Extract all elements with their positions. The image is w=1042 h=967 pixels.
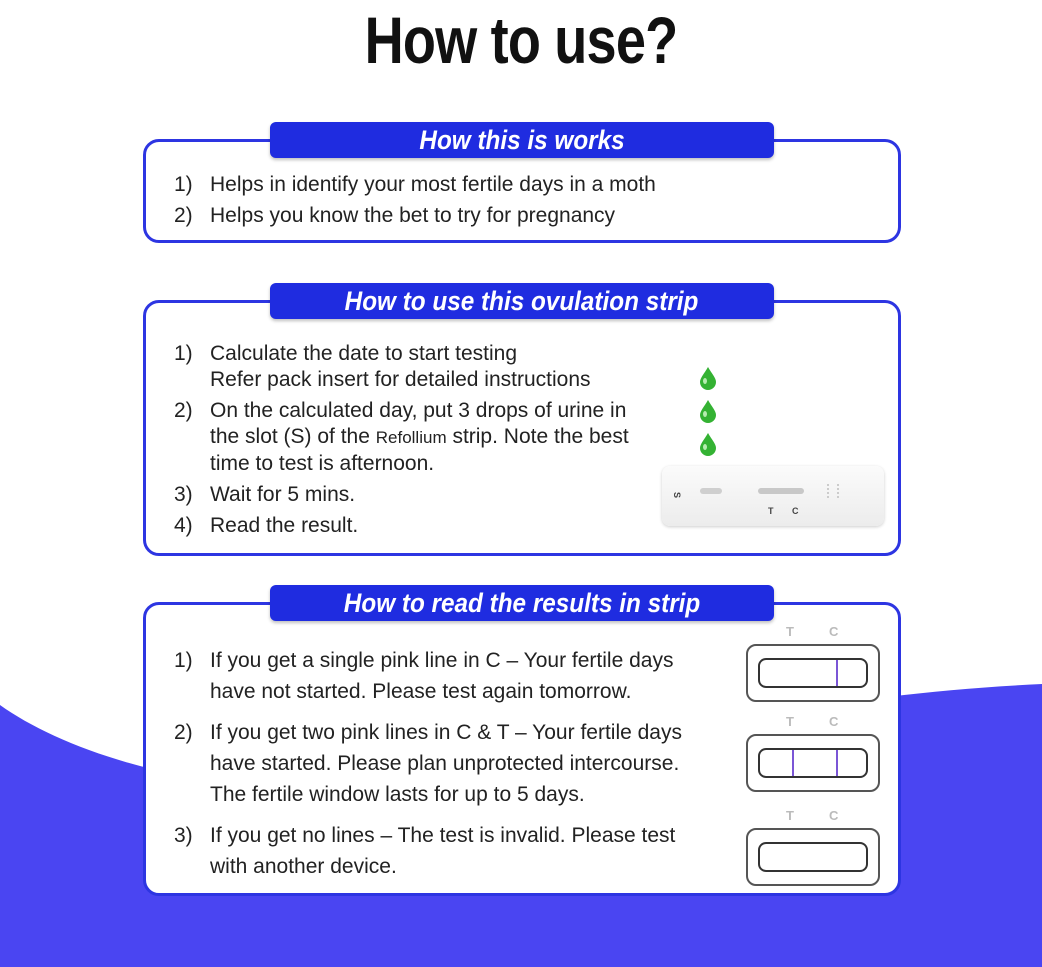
c-line xyxy=(836,750,838,776)
section-header-how-to-use: How to use this ovulation strip xyxy=(270,283,774,319)
urine-drop-icon xyxy=(698,366,718,390)
c-line xyxy=(836,660,838,686)
urine-drop-icon xyxy=(698,399,718,423)
result-window xyxy=(758,748,868,778)
sample-slot xyxy=(700,488,722,494)
t-line xyxy=(792,750,794,776)
ovulation-strip-image: S T C xyxy=(662,466,884,526)
list-item: 2) If you get two pink lines in C & T – Your fertile days have started. Please plan unprotected intercourse. The fertile window lasts for up to 5 days. xyxy=(174,721,682,806)
list-item: 4) Read the result. xyxy=(174,514,359,537)
list-item: 3) If you get no lines – The test is invalid. Please test with another device. xyxy=(174,824,676,878)
section-header-how-it-works: How this is works xyxy=(270,122,774,158)
result-window xyxy=(758,842,868,872)
urine-drop-icon xyxy=(698,432,718,456)
list-item: 1) Calculate the date to start testing Refer pack insert for detailed instructions xyxy=(174,342,591,391)
list-item: 1) If you get a single pink line in C – Your fertile days have not started. Please test again tomorrow. xyxy=(174,649,674,703)
result-cassette-two-lines xyxy=(746,734,880,792)
result-cassette-single-line xyxy=(746,644,880,702)
result-cassette-no-lines xyxy=(746,828,880,886)
list-item: 3) Wait for 5 mins. xyxy=(174,483,356,506)
grip-dots xyxy=(827,484,839,498)
list-item: 2) Helps you know the bet to try for pregnancy xyxy=(174,204,616,227)
list-item: 1) Helps in identify your most fertile days in a moth xyxy=(174,173,656,196)
list-item: 2) On the calculated day, put 3 drops of urine in the slot (S) of the Refollium strip. Note the best time to test is afternoon. xyxy=(174,399,629,475)
section-header-read-results: How to read the results in strip xyxy=(270,585,774,621)
result-window xyxy=(758,488,804,494)
page-title: How to use? xyxy=(364,3,678,77)
brand-name: Refollium xyxy=(375,428,447,447)
result-window xyxy=(758,658,868,688)
